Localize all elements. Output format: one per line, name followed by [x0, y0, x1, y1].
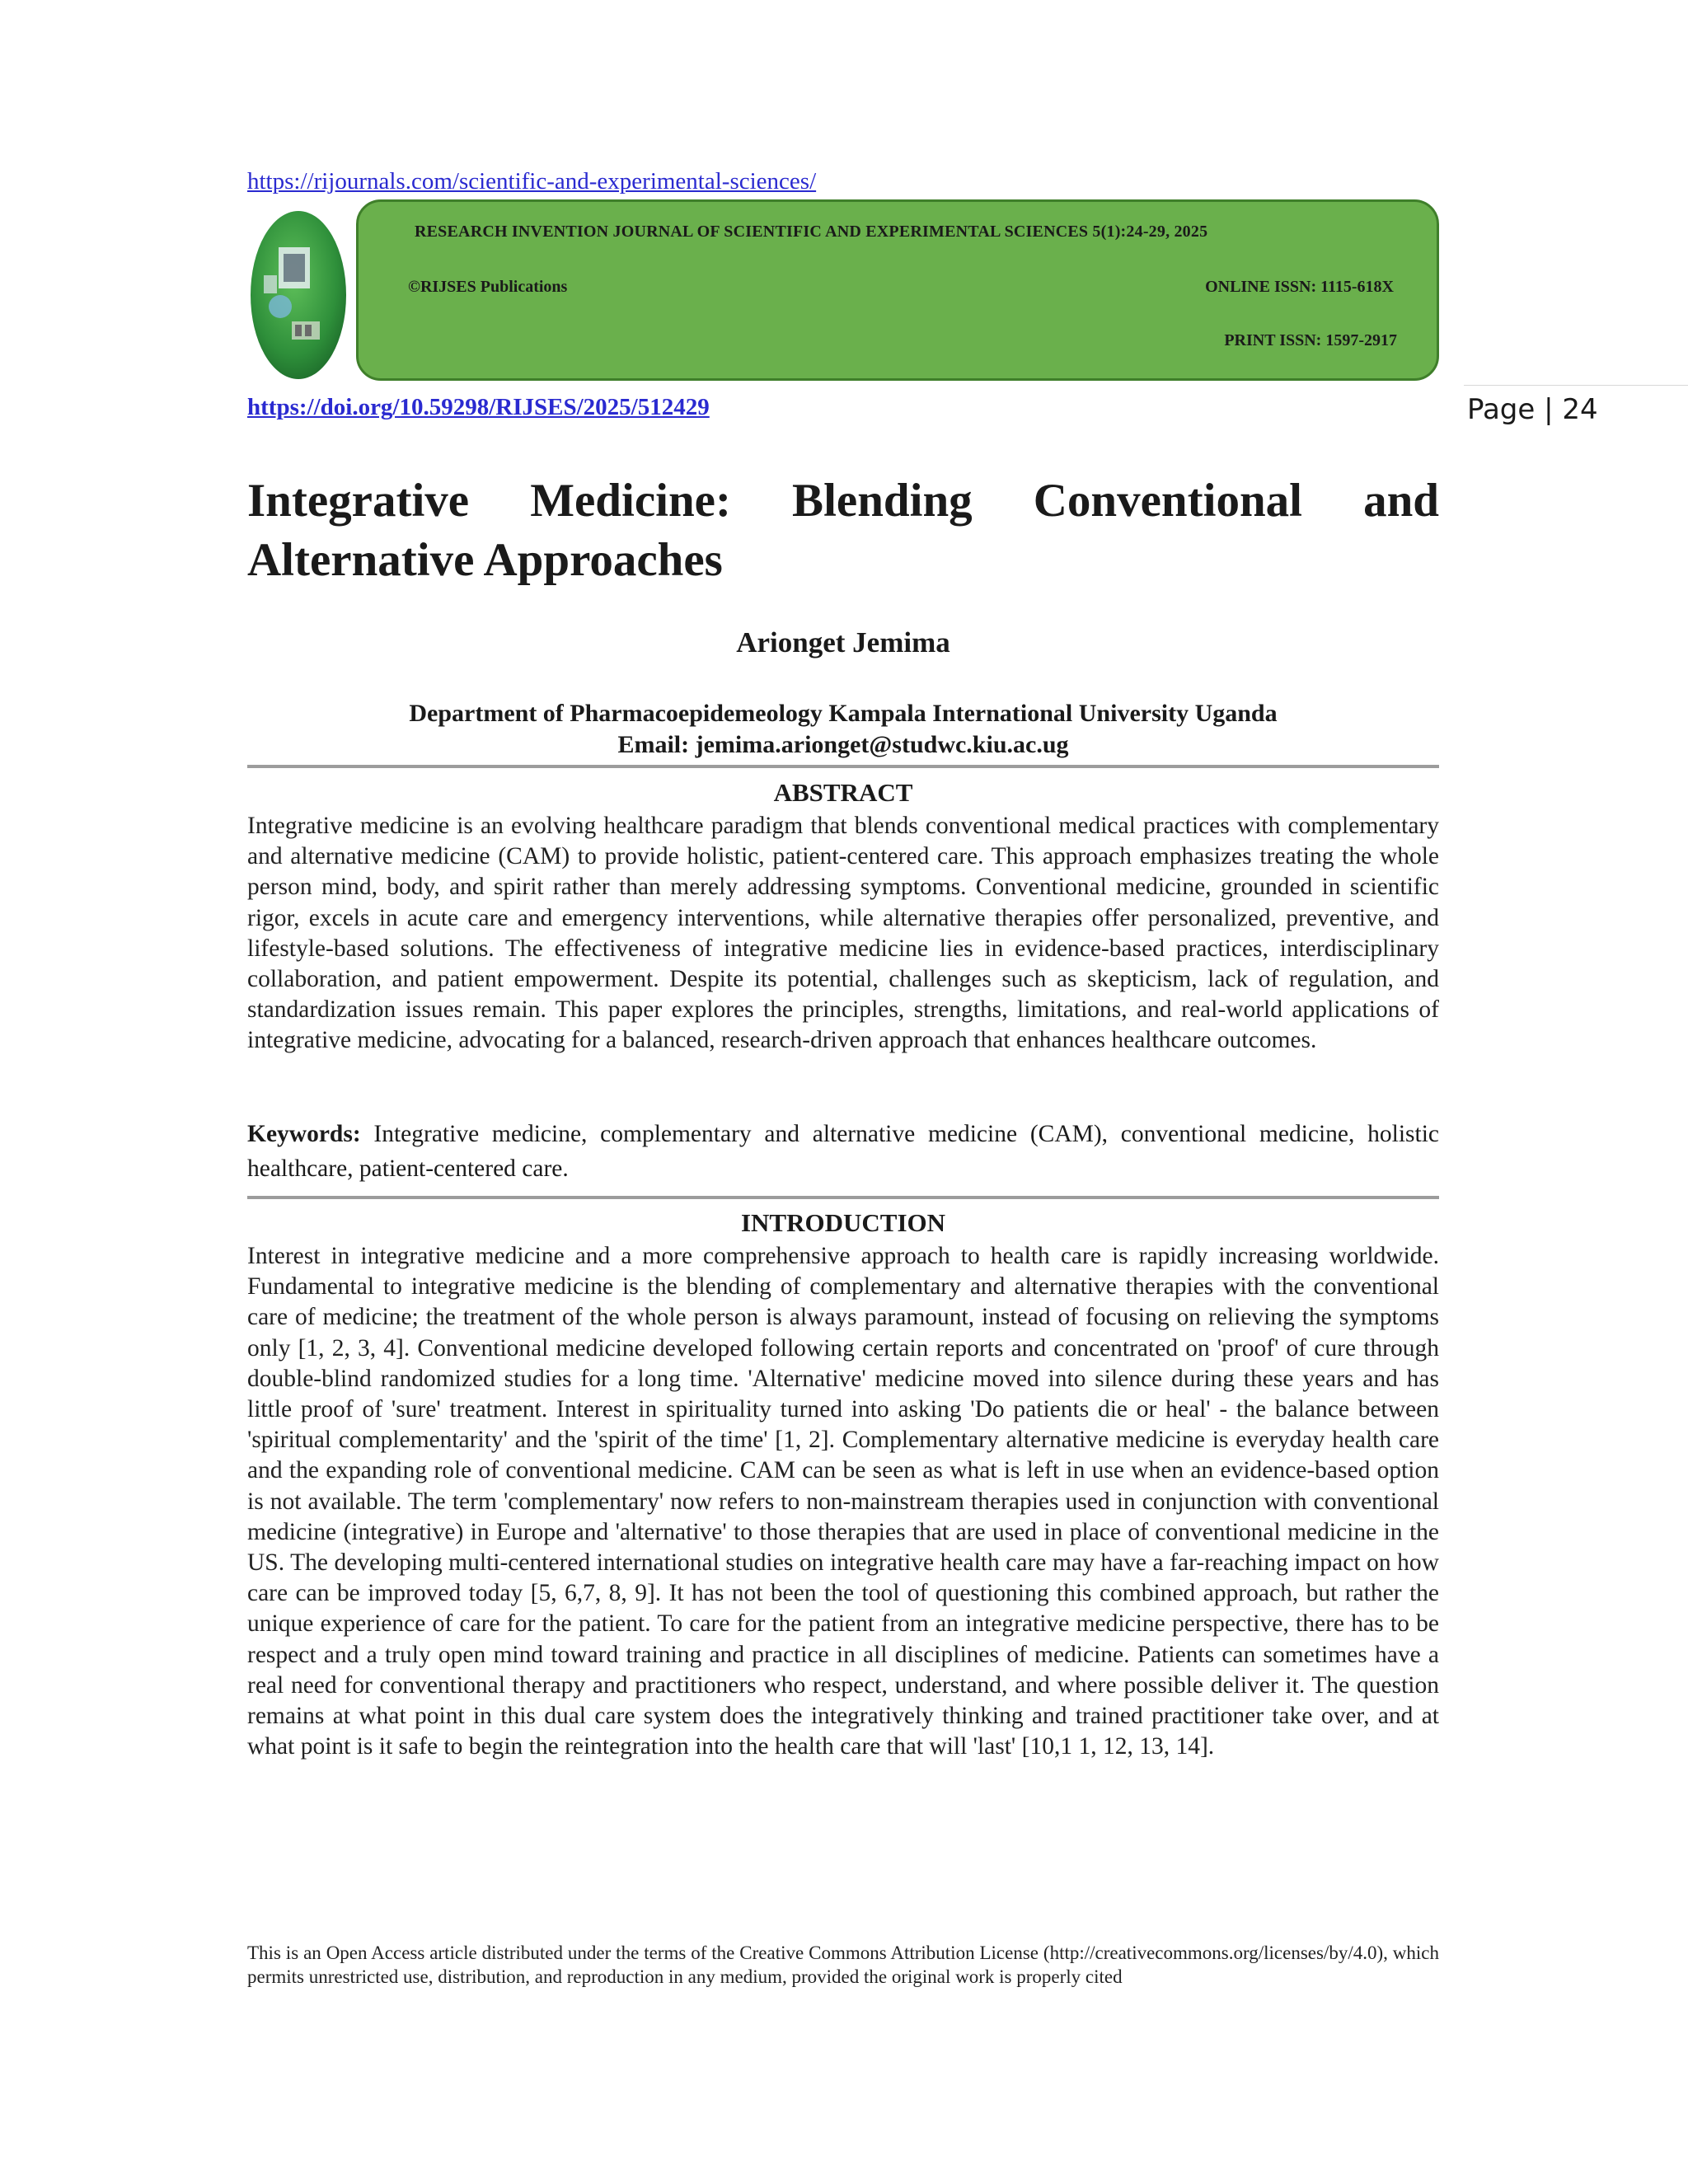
online-issn: ONLINE ISSN: 1115-618X: [1205, 278, 1394, 296]
department: Department of Pharmacoepidemeology Kampala International University Uganda: [409, 700, 1278, 727]
article-title: Integrative Medicine: Blending Conventional and Alternative Approaches: [247, 475, 1439, 586]
banner-journal-title: RESEARCH INVENTION JOURNAL OF SCIENTIFIC AND EXPERIMENTAL SCIENCES 5(1):24-29, 2025: [415, 223, 1208, 241]
keywords-text: Integrative medicine, complementary and alternative medicine (CAM), conventional medicine, holistic healthcare, patient-centered care.: [247, 1121, 1440, 1182]
journal-banner: [356, 199, 1439, 381]
print-issn: PRINT ISSN: 1597-2917: [1224, 331, 1397, 349]
page-number-rule: [1464, 385, 1688, 386]
journal-url-link[interactable]: https://rijournals.com/scientific-and-experimental-sciences/: [247, 168, 817, 194]
introduction-text: Interest in integrative medicine and a more comprehensive approach to health care is rapidly increasing worldwide. Fundamental to integrative medicine is the blending of complementary and alternative therapies with the conventional care of medicine; the treatment of the whole person is always paramount, instead of focusing on relieving the symptoms only [1, 2, 3, 4]. Conventional medicine developed following certain reports and concentrated on 'proof' of cure through double-blind randomized studies for a long time. 'Alternative' medicine moved into silence during these years and has little proof of 'sure' treatment. Interest in spirituality turned into asking 'Do patients die or heal' - the balance between 'spiritual complementarity' and the 'spirit of the time' [1, 2]. Complementary alternative medicine is everyday health care and the expanding role of conventional medicine. CAM can be seen as what is left in use when an evidence-based option is not available. The term 'complementary' now refers to non-mainstream therapies used in conjunction with conventional medicine (integrative) in Europe and 'alternative' to those therapies that are used in place of conventional medicine in the US. The developing multi-centered international studies on integrative health care may have a far-reaching impact on how care can be improved today [5, 6,7, 8, 9]. It has not been the tool of questioning this combined approach, but rather the unique experience of care for the patient. To care for the patient from an integrative medicine perspective, there has to be respect and a truly open mind toward training and practice in all disciplines of medicine. Patients can sometimes have a real need for conventional therapy and practitioners who respect, understand, and where possible deliver it. The question remains at what point in this dual care system does the integratively thinking and trained practitioner take over, and at what point is it safe to begin the reintegration into the health care that will 'last' [10,1 1, 12, 13, 14].: [247, 1243, 1439, 1760]
license-footer: This is an Open Access article distributed under the terms of the Creative Commons Attribution License (http://creativecommons.org/licenses/by/4.0), which permits unrestricted use, distribution, and reproduction in any medium, provided the original work is properly cited: [247, 1943, 1439, 1987]
author-email: Email: jemima.arionget@studwc.kiu.ac.ug: [617, 731, 1069, 758]
author-name: Arionget Jemima: [736, 626, 950, 658]
divider: [247, 1196, 1439, 1199]
keywords-label: Keywords:: [247, 1121, 361, 1147]
abstract-heading: ABSTRACT: [773, 778, 913, 807]
keywords: [247, 1117, 1439, 1186]
introduction-heading: INTRODUCTION: [740, 1208, 946, 1237]
abstract-text: Integrative medicine is an evolving healthcare paradigm that blends conventional medical practices with complementary and alternative medicine (CAM) to provide holistic, patient-centered care. This approach emphasizes treating the whole person mind, body, and spirit rather than merely addressing symptoms. Conventional medicine, grounded in scientific rigor, excels in acute care and emergency interventions, while alternative therapies offer personalized, preventive, and lifestyle-based solutions. The effectiveness of integrative medicine lies in evidence-based practices, interdisciplinary collaboration, and patient empowerment. Despite its potential, challenges such as skepticism, lack of regulation, and standardization issues remain. This paper explores the principles, strengths, limitations, and real-world applications of integrative medicine, advocating for a balanced, research-driven approach that enhances healthcare outcomes.: [247, 813, 1439, 1054]
doi-link[interactable]: https://doi.org/10.59298/RIJSES/2025/512429: [247, 394, 710, 420]
page-number: Page | 24: [1467, 393, 1598, 426]
author-affiliation: [247, 698, 1439, 761]
publisher-label: ©RIJSES Publications: [408, 278, 568, 296]
divider: [247, 765, 1439, 768]
journal-logo: [247, 208, 354, 382]
